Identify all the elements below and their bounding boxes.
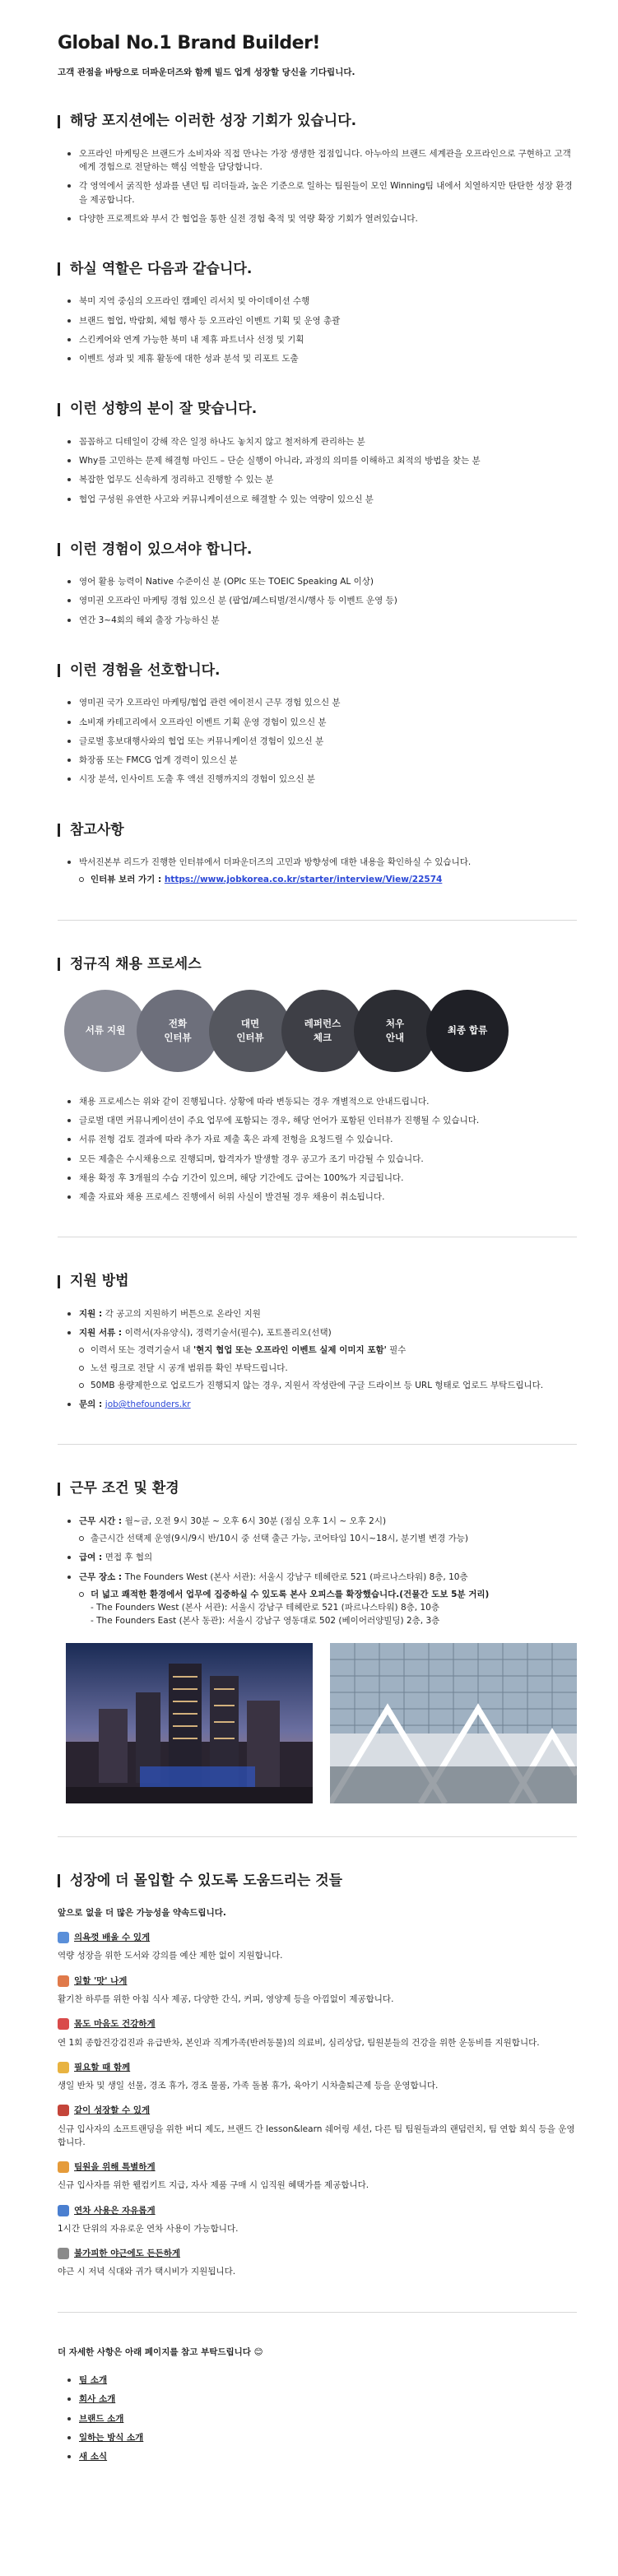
section-fit [58, 398, 577, 505]
section-process [58, 954, 577, 1204]
benefit-title [58, 1931, 577, 1944]
benefit-title-text: 일할 '맛' 나게 [74, 1975, 128, 1986]
page-title: Global No.1 Brand Builder! [58, 33, 320, 53]
process-step: 전화 인터뷰 [137, 990, 219, 1072]
benefit-title-text: 불가피한 야근에도 든든하게 [74, 2249, 181, 2259]
more-title: 더 자세한 사항은 아래 페이지를 참고 부탁드립니다 😊 [58, 2346, 263, 2357]
list-item: 브랜드 협업, 박람회, 체험 행사 등 오프라인 이벤트 기획 및 운영 총괄 [67, 314, 577, 327]
list-item [79, 1344, 577, 1357]
section-benefits [58, 1870, 577, 2279]
benefit-title [58, 2204, 577, 2217]
benefit-title-text: 팀원을 위해 특별하게 [74, 2162, 156, 2173]
section-apply [58, 1270, 577, 1411]
list-item: 화장품 또는 FMCG 업계 경력이 있으신 분 [67, 754, 577, 767]
section-conditions [58, 1478, 577, 1803]
benefit-desc: 야근 시 저녁 식대와 귀가 택시비가 지원됩니다. [58, 2267, 236, 2277]
section-reference [58, 819, 577, 887]
salary-text: 면접 후 협의 [105, 1553, 153, 1563]
documents-label: 지원 서류 : [79, 1328, 125, 1339]
list-item: 제출 자료와 채용 프로세스 진행에서 허위 사실이 발견될 경우 채용이 취소됩니다. [67, 1191, 577, 1204]
benefit-title [58, 2061, 577, 2074]
list-item [67, 1398, 577, 1411]
interview-link[interactable]: https://www.jobkorea.co.kr/starter/interview/View/22574 [164, 875, 443, 885]
list-item: 채용 확정 후 3개월의 수습 기간이 있으며, 해당 기간에도 급여는 100%가 지급됩니다. [67, 1172, 577, 1185]
section-heading [58, 954, 577, 975]
benefit-desc: 역량 성장을 위한 도서와 강의를 예산 제한 없이 지원합니다. [58, 1951, 283, 1961]
apply-text: 각 공고의 지원하기 버튼으로 온라인 지원 [105, 1308, 261, 1319]
list-item: 각 영역에서 굵직한 성과를 낸던 팀 리더들과, 높은 기준으로 일하는 팀원들이 모인 Winning팀 내에서 치열하지만 탄탄한 성장 환경을 제공합니다. [67, 179, 577, 207]
benefit-title [58, 2104, 577, 2117]
list-item: 스킨케어와 연계 가능한 북미 내 제휴 파트너사 선정 및 기획 [67, 333, 577, 346]
divider [58, 2312, 577, 2313]
meal-icon [58, 1975, 69, 1987]
benefit-title [58, 1975, 577, 1988]
process-step: 최종 합류 [426, 990, 509, 1072]
section-experience [58, 539, 577, 627]
list-item: 시장 분석, 인사이트 도출 후 액션 진행까지의 경험이 있으신 분 [67, 773, 577, 786]
benefit-title [58, 2017, 577, 2031]
list-item: 모든 제출은 수시채용으로 진행되며, 합격자가 발생할 경우 공고가 조기 마감될 수 있습니다. [67, 1153, 577, 1166]
heading-bar [58, 403, 60, 416]
list-item: 영미권 국가 오프라인 마케팅/협업 관련 에이전시 근무 경험 있으신 분 [67, 696, 577, 709]
list-item: 글로벌 홍보대행사와의 협업 또는 커뮤니케이션 경험이 있으신 분 [67, 735, 577, 748]
heading-bar [58, 664, 60, 677]
list-item: 꼼꼼하고 디테일이 강해 작은 일정 하나도 놓치지 않고 철저하게 관리하는 분 [67, 435, 577, 448]
experience-list [67, 575, 577, 627]
benefit-title-text: 필요할 때 함께 [74, 2062, 131, 2072]
fit-list [67, 435, 577, 506]
list-item: 연간 3~4회의 해외 출장 가능하신 분 [67, 614, 577, 627]
office-photos [66, 1643, 577, 1803]
contact-email-link[interactable]: job@thefounders.kr [105, 1399, 191, 1410]
benefit-title-text: 연차 사용은 자유롭게 [74, 2205, 156, 2216]
section-heading [58, 660, 577, 681]
benefit-desc: 1시간 단위의 자유로운 연차 사용이 가능합니다. [58, 2223, 239, 2234]
benefit-desc: 신규 입사자의 소프트랜딩을 위한 버디 제도, 브랜드 간 lesson&learn 쉐어링 세션, 다른 팀 팀원들과의 랜덤런치, 팀 연합 회식 등을 운영합니다. [58, 2123, 575, 2147]
sub-text: 필수 [386, 1345, 407, 1356]
interview-label: 인터뷰 보러 가기 : [91, 875, 165, 885]
heading-text: 성장에 더 몰입할 수 있도록 도움드리는 것들 [70, 1872, 343, 1889]
heading-text: 하실 역할은 다음과 같습니다. [70, 261, 253, 278]
apply-list [67, 1307, 577, 1412]
list-item: 글로벌 대면 커뮤니케이션이 주요 업무에 포함되는 경우, 해당 언어가 포함된 인터뷰가 진행될 수 있습니다. [67, 1114, 577, 1127]
heading-text: 참고사항 [70, 821, 124, 838]
list-item: 영어 활용 능력이 Native 수준이신 분 (OPIc 또는 TOEIC Speaking AL 이상) [67, 575, 577, 588]
heading-text: 해당 포지션에는 이러한 성장 기회가 있습니다. [70, 113, 357, 130]
conditions-list [67, 1515, 577, 1628]
process-step: 서류 지원 [64, 990, 146, 1072]
documents-text: 이력서(자유양식), 경력기술서(필수), 포트폴리오(선택) [124, 1328, 332, 1339]
process-steps [64, 990, 577, 1072]
process-step: 대면 인터뷰 [209, 990, 291, 1072]
work-style-link[interactable]: 일하는 방식 소개 [67, 2431, 577, 2444]
apply-label: 지원 : [79, 1308, 105, 1319]
benefit-list [58, 1931, 577, 2279]
place-text: The Founders West (본사 서관): 서울시 강남구 테헤란로 521 (파르나스타워) 8층, 10층 [124, 1571, 468, 1582]
preferred-list [67, 696, 577, 786]
benefit-title-text: 의욕껏 배울 수 있게 [74, 1933, 151, 1943]
benefits-subtitle: 앞으로 없을 더 많은 가능성을 약속드립니다. [58, 1907, 226, 1918]
divider [58, 1444, 577, 1445]
role-list [67, 295, 577, 365]
list-item: 다양한 프로젝트와 부서 간 협업을 통한 실전 경험 축적 및 역량 확장 기회가 열려있습니다. [67, 212, 577, 225]
process-notes [67, 1095, 577, 1204]
office-building-photo [330, 1643, 577, 1803]
heading-bar [58, 958, 60, 971]
hours-sublist [79, 1532, 577, 1545]
heading-bar [58, 262, 60, 276]
process-step: 레퍼런스 체크 [281, 990, 364, 1072]
taxi-icon [58, 2248, 69, 2259]
office-west: - The Founders West (본사 서관): 서울시 강남구 테헤란로 521 (파르나스타워) 8층, 10층 [91, 1603, 439, 1613]
heading-bar [58, 543, 60, 556]
heading-text: 정규직 채용 프로세스 [70, 955, 202, 972]
section-heading [58, 398, 577, 420]
hours-label: 근무 시간 : [79, 1515, 125, 1526]
section-heading [58, 1478, 577, 1499]
hours-text: 월~금, 오전 9시 30분 ~ 오후 6시 30분 (점심 오후 1시 ~ 오후 2시) [124, 1515, 387, 1526]
list-item: Why를 고민하는 문제 해결형 마인드 – 단순 실행이 아니라, 과정의 의미를 이해하고 최적의 방법을 찾는 분 [67, 454, 577, 467]
salary-label: 급여 : [79, 1553, 105, 1563]
list-item: 소비재 카테고리에서 오프라인 이벤트 기획 운영 경험이 있으신 분 [67, 716, 577, 729]
list-item [79, 873, 577, 886]
heading-bar [58, 824, 60, 837]
list-item: 복잡한 업무도 신속하게 정리하고 진행할 수 있는 분 [67, 473, 577, 486]
opportunity-list [67, 147, 577, 225]
list-item: 오프라인 마케팅은 브랜드가 소비자와 직접 만나는 가장 생생한 접점입니다. 아누아의 브랜드 세계관을 오프라인으로 구현하고 고객에게 경험으로 전달하는 핵심 역할을 담당합니다. [67, 147, 577, 174]
list-item: 영미권 오프라인 마케팅 경험 있으신 분 (팝업/페스티벌/전시/행사 등 이벤트 운영 등) [67, 594, 577, 607]
divider [58, 1836, 577, 1837]
heading-bar [58, 1275, 60, 1288]
section-heading [58, 539, 577, 560]
office-east: - The Founders East (본사 동관): 서울시 강남구 영동대로 502 (베이어러양빌딩) 2층, 3층 [91, 1616, 440, 1627]
company-link[interactable]: 회사 소개 [67, 2393, 577, 2406]
gift-icon [58, 2161, 69, 2173]
list-item: 노션 링크로 전달 시 공개 범위를 확인 부탁드립니다. [79, 1362, 577, 1375]
brand-link[interactable]: 브랜드 소개 [67, 2412, 577, 2425]
section-heading [58, 1270, 577, 1292]
reference-text: 박서진본부 리드가 진행한 인터뷰에서 더파운더즈의 고민과 방향성에 대한 내용을 확인하실 수 있습니다. [79, 857, 472, 867]
reference-sublist [79, 873, 577, 886]
heading-bar [58, 1483, 60, 1496]
office-tower-photo [66, 1643, 313, 1803]
list-item [67, 1551, 577, 1564]
place-label: 근무 장소 : [79, 1571, 125, 1582]
list-item: 채용 프로세스는 위와 같이 진행됩니다. 상황에 따라 변동되는 경우 개별적으로 안내드립니다. [67, 1095, 577, 1108]
divider [58, 920, 577, 921]
section-heading [58, 1870, 577, 1891]
heading-bar [58, 1874, 60, 1887]
news-link[interactable]: 새 소식 [67, 2450, 577, 2463]
section-more [58, 2346, 577, 2464]
benefit-desc: 생일 반차 및 생일 선물, 경조 휴가, 경조 물품, 가족 돌봄 휴가, 육아기 시차출퇴근제 등을 운영합니다. [58, 2081, 439, 2091]
section-heading [58, 258, 577, 280]
intro-text: 고객 관점을 바탕으로 더파운더즈와 함께 빌드 업게 성장할 당신을 기다립니다. [58, 67, 355, 78]
section-opportunity [58, 110, 577, 225]
benefit-desc: 활기찬 하루를 위한 아침 식사 제공, 다양한 간식, 커피, 영양제 등을 아낌없이 제공합니다. [58, 1994, 394, 2005]
benefit-title-text: 같이 성장할 수 있게 [74, 2105, 151, 2116]
list-item: 50MB 용량제한으로 업로드가 진행되지 않는 경우, 지원서 작성란에 구글 드라이브 등 URL 형태로 업로드 부탁드립니다. [79, 1379, 577, 1392]
calendar-icon [58, 2205, 69, 2216]
sub-bold-text: '현지 협업 또는 오프라인 이벤트 실제 이미지 포함' [193, 1345, 387, 1356]
list-item: 서류 전형 검토 결과에 따라 추가 자료 제출 혹은 과제 전형을 요청드릴 수 있습니다. [67, 1133, 577, 1146]
heading-text: 이런 경험을 선호합니다. [70, 661, 221, 679]
list-item: 북미 지역 중심의 오프라인 캠페인 리서치 및 아이데이션 수행 [67, 295, 577, 308]
list-item [67, 1326, 577, 1392]
list-item [79, 1588, 577, 1628]
benefit-desc: 신규 입사자를 위한 웰컴키트 지급, 자사 제품 구매 시 임직원 혜택가를 제공합니다. [58, 2180, 369, 2191]
benefit-title [58, 2247, 577, 2260]
sub-text: 이력서 또는 경력기술서 내 [91, 1345, 193, 1356]
list-item [67, 1307, 577, 1320]
heading-text: 지원 방법 [70, 1273, 129, 1290]
growth-icon [58, 2105, 69, 2116]
heading-bar [58, 115, 60, 128]
list-item [67, 1515, 577, 1546]
heading-text: 이런 경험이 있으셔야 합니다. [70, 541, 253, 558]
health-icon [58, 2018, 69, 2030]
list-item: 출근시간 선택제 운영(9시/9시 반/10시 중 선택 출근 가능, 코어타임 10시~18시, 분기별 변경 가능) [79, 1532, 577, 1545]
team-link[interactable]: 팀 소개 [67, 2374, 577, 2387]
heading-text: 근무 조건 및 환경 [70, 1480, 179, 1497]
contact-label: 문의 : [79, 1399, 105, 1410]
section-heading [58, 110, 577, 132]
vacation-icon [58, 2062, 69, 2073]
section-heading [58, 819, 577, 841]
list-item [67, 1571, 577, 1628]
list-item: 이벤트 성과 및 제휴 활동에 대한 성과 분석 및 리포트 도출 [67, 352, 577, 365]
benefit-desc: 연 1회 종합건강검진과 유급반차, 본인과 직계가족(반려동물)의 의료비, 심리상담, 팀원분들의 건강을 위한 운동비를 지원합니다. [58, 2037, 540, 2048]
reference-list [67, 856, 577, 887]
section-preferred [58, 660, 577, 787]
benefit-title [58, 2161, 577, 2174]
list-item [67, 856, 577, 887]
book-icon [58, 1932, 69, 1943]
benefit-title-text: 몸도 마음도 건강하게 [74, 2019, 156, 2030]
place-note: 더 넓고 쾌적한 환경에서 업무에 집중하실 수 있도록 본사 오피스를 확장했습니다.(건물간 도보 5분 거리) [91, 1589, 490, 1599]
list-item: 협업 구성원 유연한 사고와 커뮤니케이션으로 해결할 수 있는 역량이 있으신 분 [67, 493, 577, 506]
documents-sublist [79, 1344, 577, 1392]
process-step: 처우 안내 [354, 990, 436, 1072]
more-links [67, 2374, 577, 2463]
place-sublist [79, 1588, 577, 1628]
section-role [58, 258, 577, 365]
heading-text: 이런 성향의 분이 잘 맞습니다. [70, 401, 258, 418]
